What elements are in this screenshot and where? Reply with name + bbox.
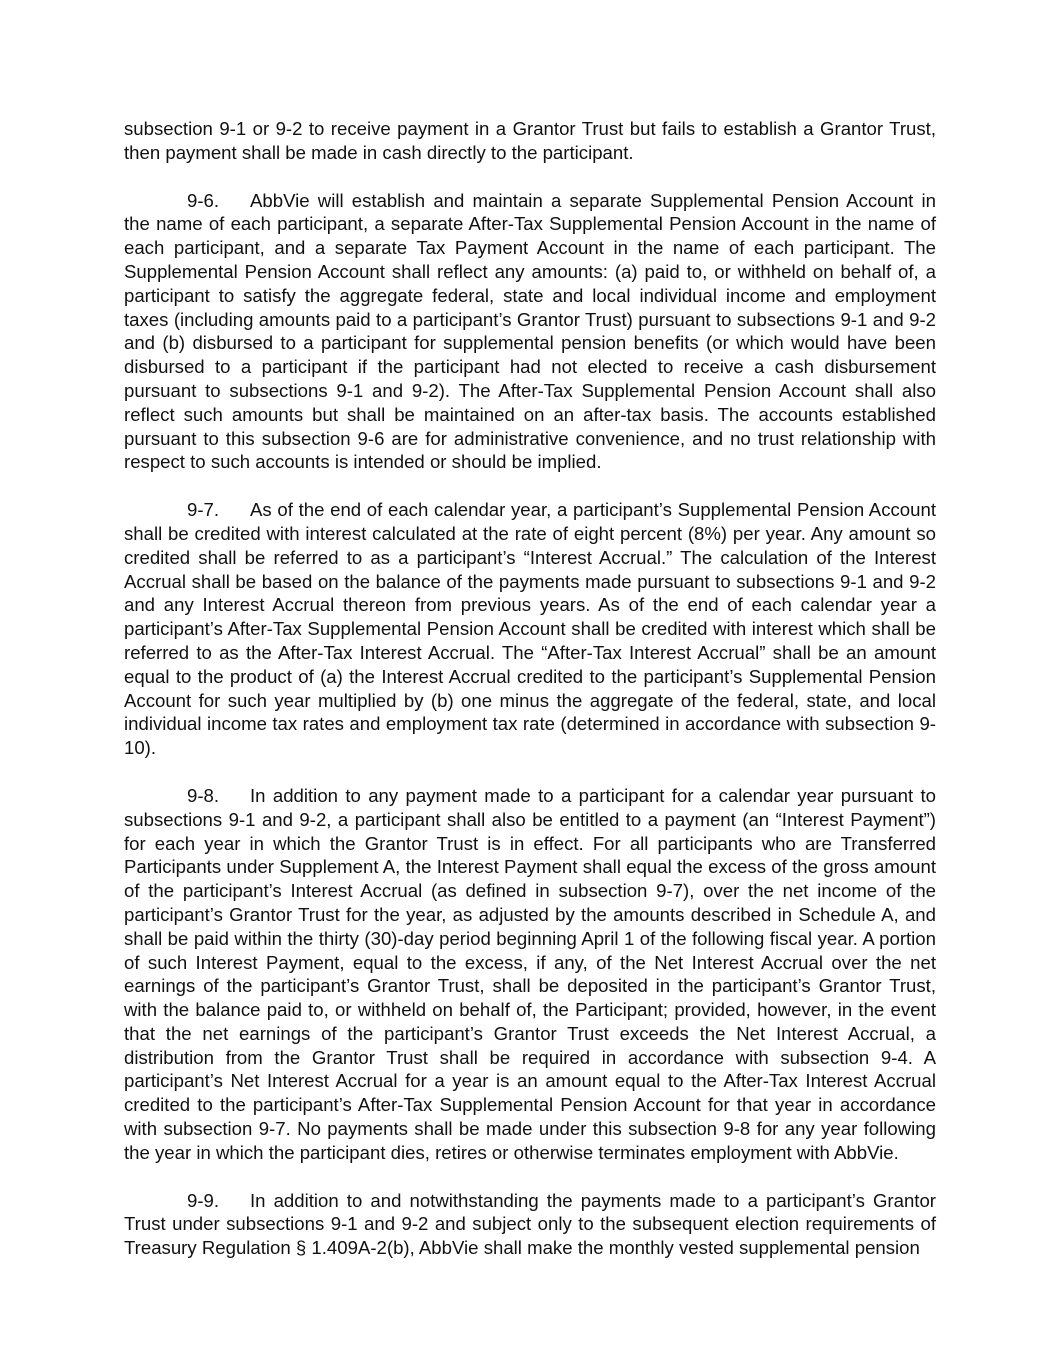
section-number: 9-6. <box>187 189 220 211</box>
section-number: 9-8. <box>187 784 220 806</box>
paragraph-text: In addition to and notwithstanding the payments made to a participant’s Grantor Trust under subsections 9-1 and 9-2 and subject only to the subsequent election requirements of Treasury Regulation § 1.409A-2(b), AbbVie shall make the monthly vested supplemental pension <box>124 1189 936 1259</box>
paragraph-text: As of the end of each calendar year, a participant’s Supplemental Pension Account shall be credited with interest calculated at the rate of eight percent (8%) per year. Any amount so credited shall be referred to as a participant’s “Interest Accrual.” The calculation of the Interest Accrual shall be based on the balance of the payments made pursuant to subsections 9-1 and 9-2 and any Interest Accrual thereon from previous years. As of the end of each calendar year a participant’s After-Tax Supplemental Pension Account shall be credited with interest which shall be referred to as the After-Tax Interest Accrual. The “After-Tax Interest Accrual” shall be an amount equal to the product of (a) the Interest Accrual credited to the participant’s Supplemental Pension Account for such year multiplied by (b) one minus the aggregate of the federal, state, and local individual income tax rates and employment tax rate (determined in accordance with subsection 9-10). <box>124 499 936 759</box>
paragraph-9-6 <box>124 189 936 475</box>
paragraph-9-8 <box>124 784 936 1165</box>
paragraph-9-7 <box>124 498 936 760</box>
paragraph-text: In addition to any payment made to a participant for a calendar year pursuant to subsections 9-1 and 9-2, a participant shall also be entitled to a payment (an “Interest Payment”) for each year in which the Grantor Trust is in effect. For all participants who are Transferred Participants under Supplement A, the Interest Payment shall equal the excess of the gross amount of the participant’s Interest Accrual (as defined in subsection 9-7), over the net income of the participant’s Grantor Trust for the year, as adjusted by the amounts described in Schedule A, and shall be paid within the thirty (30)-day period beginning April 1 of the following fiscal year. A portion of such Interest Payment, equal to the excess, if any, of the Net Interest Accrual over the net earnings of the participant’s Grantor Trust, shall be deposited in the participant’s Grantor Trust, with the balance paid to, or withheld on behalf of, the Participant; provided, however, in the event that the net earnings of the participant’s Grantor Trust exceeds the Net Interest Accrual, a distribution from the Grantor Trust shall be required in accordance with subsection 9-4. A participant’s Net Interest Accrual for a year is an amount equal to the After-Tax Interest Accrual credited to the participant’s After-Tax Supplemental Pension Account for that year in accordance with subsection 9-7. No payments shall be made under this subsection 9-8 for any year following the year in which the participant dies, retires or otherwise terminates employment with AbbVie. <box>124 784 936 1163</box>
section-number: 9-9. <box>187 1189 220 1211</box>
paragraph-continuation <box>124 117 936 165</box>
paragraph-text: AbbVie will establish and maintain a separate Supplemental Pension Account in the name of each participant, a separate After-Tax Supplemental Pension Account in the name of each participant, and a separate Tax Payment Account in the name of each participant. The Supplemental Pension Account shall reflect any amounts: (a) paid to, or withheld on behalf of, a participant to satisfy the aggregate federal, state and local individual income and employment taxes (including amounts paid to a participant’s Grantor Trust) pursuant to subsections 9-1 and 9-2 and (b) disbursed to a participant for supplemental pension benefits (or which would have been disbursed to a participant if the participant had not elected to receive a cash disbursement pursuant to subsections 9-1 and 9-2). The After-Tax Supplemental Pension Account shall also reflect such amounts but shall be maintained on an after-tax basis. The accounts established pursuant to this subsection 9-6 are for administrative convenience, and no trust relationship with respect to such accounts is intended or should be implied. <box>124 189 936 473</box>
paragraph-9-9 <box>124 1189 936 1260</box>
document-page <box>124 117 936 1260</box>
paragraph-text: subsection 9-1 or 9-2 to receive payment in a Grantor Trust but fails to establish a Grantor Trust, then payment shall be made in cash directly to the participant. <box>124 118 936 163</box>
section-number: 9-7. <box>187 499 220 521</box>
